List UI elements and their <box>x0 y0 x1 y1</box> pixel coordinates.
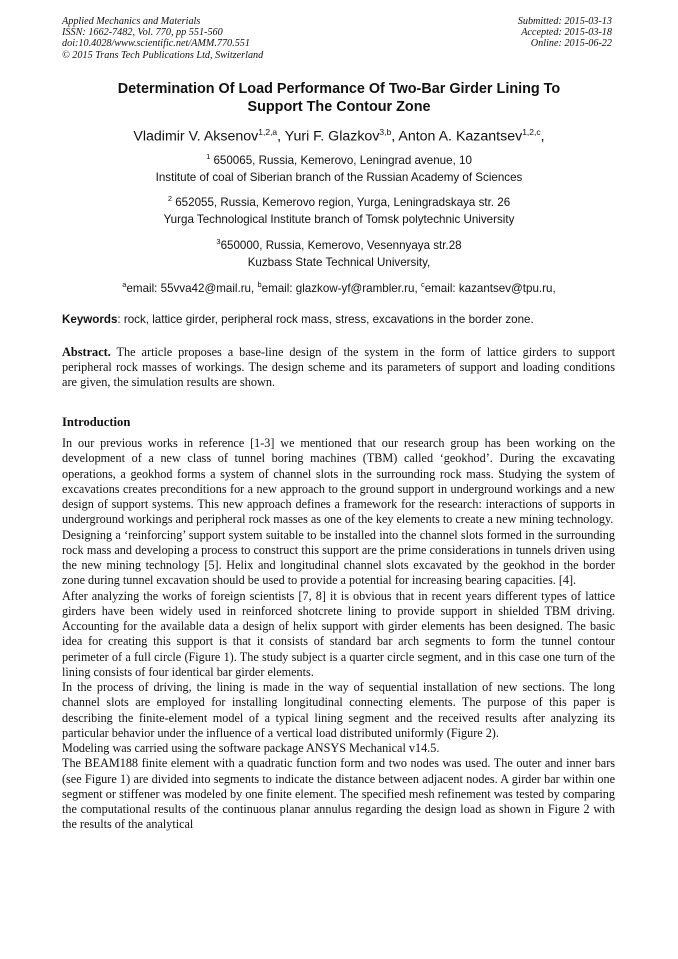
email-sup: b <box>257 280 262 289</box>
section-heading-introduction: Introduction <box>62 415 131 429</box>
affiliation-3-address <box>62 235 616 253</box>
date-online: Online: 2015-06-22 <box>530 38 612 50</box>
author-sep: , <box>540 128 545 145</box>
affiliation-2-institution: Yurga Technological Institute branch of Tomsk polytechnic University <box>163 213 515 226</box>
author-name: Vladimir V. Aksenov <box>133 128 259 145</box>
affil-sup: 2 <box>167 194 172 203</box>
title-line-1: Determination Of Load Performance Of Two-Bar Girder Lining To <box>117 81 561 97</box>
paragraph: After analyzing the works of foreign scientists [7, 8] it is obvious that in recent years different types of lattice girders have been widely used in reinforced shotcrete lining to provide support in shielded TBM driving. Accounting for the available data a design of helix support with girder elements has been designed. The basic idea for creating this support is that it consists of standard bar arch segments to form the tunnel contour perimeter of a full circle (Figure 1). The study subject is a quarter circle segment, and in this case one turn of the lining consists of four identical bar girder elements. <box>62 588 615 679</box>
author-sep: , <box>391 128 399 145</box>
paragraph: Modeling was carried using the software package ANSYS Mechanical v14.5. <box>62 741 440 755</box>
title-line-2: Support The Contour Zone <box>247 99 431 115</box>
email-b: email: glazkow-yf@rambler.ru, <box>261 281 421 295</box>
author-affil-sup: 3,b <box>379 127 392 137</box>
affil-sup: 3 <box>216 237 221 246</box>
introduction-body <box>62 436 615 833</box>
author-name: Yuri F. Glazkov <box>284 128 380 145</box>
affiliation-1-address <box>62 150 616 168</box>
affil-address: 650000, Russia, Kemerovo, Vesennyaya str.28 <box>220 238 462 252</box>
affiliation-1-institution: Institute of coal of Siberian branch of the Russian Academy of Sciences <box>155 171 523 184</box>
paragraph: The BEAM188 finite element with a quadratic function form and two nodes was used. The outer and inner bars (see Figure 1) are divided into segments to indicate the distance between adjacent nodes. A girder bar within one segment or stiffener was modeled by one finite element. The specified mesh refinement was tested by comparing the computational results of the continuous planar annulus regarding the design load as shown in Figure 2 with the results of the analytical <box>62 756 615 832</box>
author-sep: , <box>277 128 285 145</box>
journal-copyright: © 2015 Trans Tech Publications Ltd, Switzerland <box>62 49 264 61</box>
paragraph: In the process of driving, the lining is made in the way of sequential installation of new sections. The long channel slots are employed for installing longitudinal connecting elements. The purpose of this paper is describing the finite-element model of a typical lining segment and the received results after analyzing its particular behavior under the influence of a vertical load distributed uniformly (Figure 2). <box>62 680 615 740</box>
abstract <box>62 345 615 391</box>
paragraph: Designing a ‘reinforcing’ support system suitable to be installed into the channel slots formed in the surrounding rock mass and developing a process to construct this support are the prime considerations in tunnels driven using the new mining technology [5]. Helix and longitudinal channel slots excavated by the geokhod in the border zone during tunnel excavation should be used to provide a potential for increasing bearing capacities. [4]. <box>62 527 615 588</box>
author-emails <box>62 278 616 296</box>
author-name: Anton A. Kazantsev <box>398 128 523 145</box>
journal-info <box>62 16 263 61</box>
paper-title <box>62 80 616 116</box>
date-submitted: Submitted: 2015-03-13 <box>517 16 612 27</box>
affil-address: 652055, Russia, Kemerovo region, Yurga, Leningradskaya str. 26 <box>172 195 511 209</box>
keywords <box>62 313 616 327</box>
author-affil-sup: 1,2,a <box>258 127 278 137</box>
keywords-text: : rock, lattice girder, peripheral rock mass, stress, excavations in the border zone. <box>117 313 534 326</box>
journal-name: Applied Mechanics and Materials <box>62 16 201 27</box>
email-c: email: kazantsev@tpu.ru, <box>424 281 556 295</box>
abstract-label: Abstract. <box>62 345 111 359</box>
affiliation-3-institution: Kuzbass State Technical University, <box>247 256 431 269</box>
affiliation-2-address <box>62 192 616 210</box>
paragraph: In our previous works in reference [1-3] we mentioned that our research group has been working on the development of a new class of tunnel boring machines (TBM) called ‘geokhod’. During the excavating operations, a geokhod forms a system of channel slots in the surrounding rock mass. Studying the system of excavations creates preconditions for a new approach to the ground support in underground workings and a new design of support systems. This new approach defines a framework for the research: interactions of supports in underground workings and peripheral rock masses as one of the key elements to create a new mining technology. <box>62 436 615 527</box>
email-a: email: 55vva42@mail.ru, <box>126 281 258 295</box>
email-sup: c <box>420 280 425 289</box>
submission-dates <box>518 16 612 50</box>
journal-doi: doi:10.4028/www.scientific.net/AMM.770.551 <box>62 38 250 50</box>
author-list <box>62 123 616 146</box>
journal-issn: ISSN: 1662-7482, Vol. 770, pp 551-560 <box>62 27 223 39</box>
email-sup: a <box>122 280 127 289</box>
affil-address: 650065, Russia, Kemerovo, Leningrad avenue, 10 <box>210 153 472 167</box>
keywords-label: Keywords <box>62 313 118 326</box>
affil-sup: 1 <box>206 152 211 161</box>
date-accepted: Accepted: 2015-03-18 <box>521 27 612 39</box>
abstract-text: The article proposes a base-line design of the system in the form of lattice girders to support peripheral rock masses of workings. The design scheme and its parameters of support and loading conditions are given, the simulation results are shown. <box>62 345 615 390</box>
author-affil-sup: 1,2,c <box>522 127 541 137</box>
